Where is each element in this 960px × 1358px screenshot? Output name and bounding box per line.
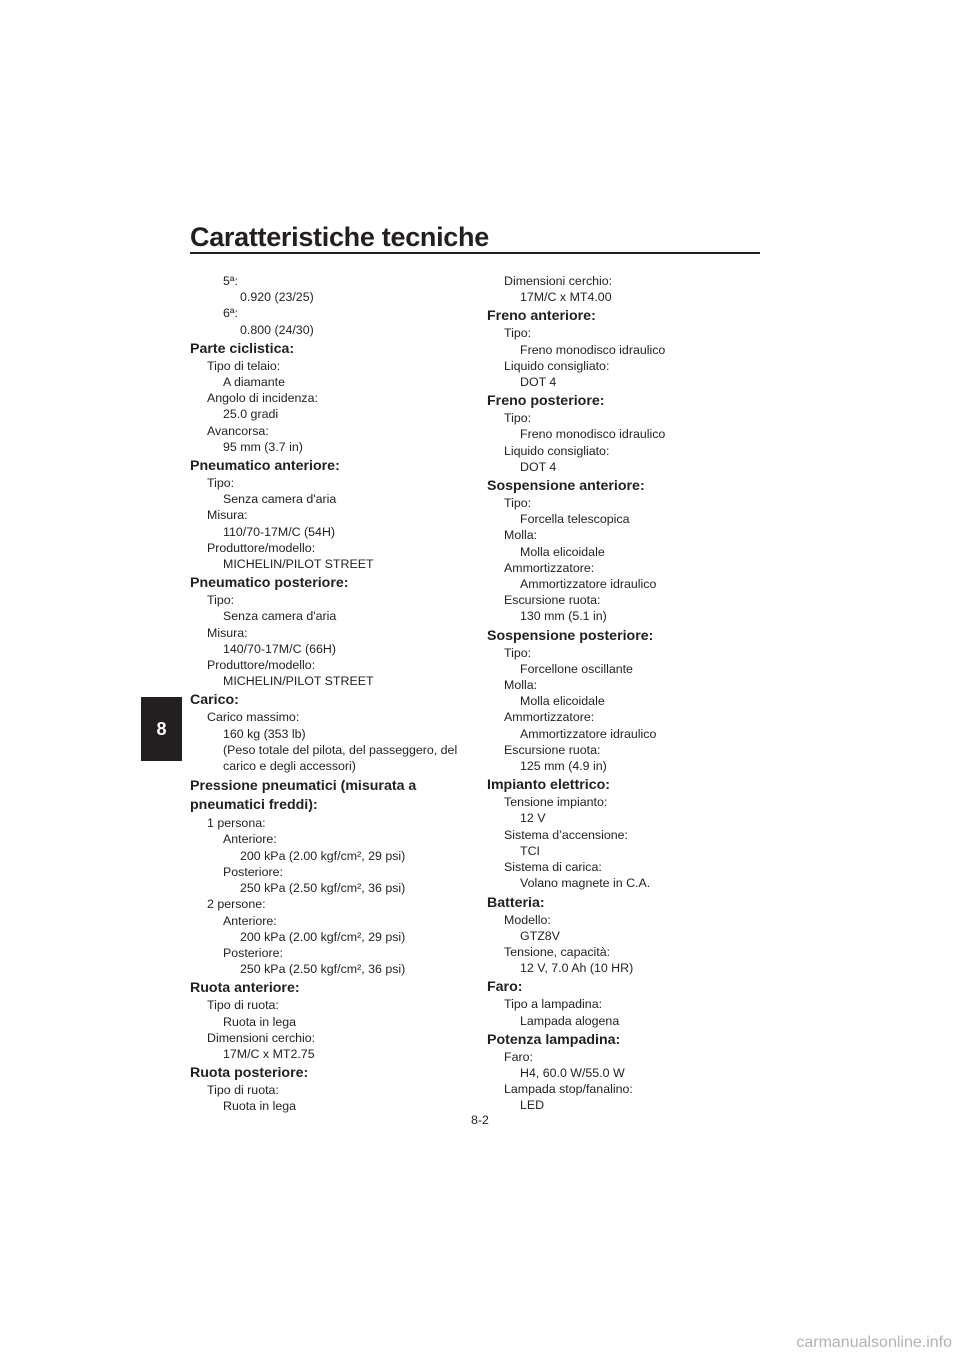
spec-label: Molla: (504, 678, 538, 693)
spec-value: 250 kPa (2.50 kgf/cm², 36 psi) (240, 881, 406, 896)
spec-label: Escursione ruota: (504, 593, 601, 608)
spec-label: 1 persona: (207, 816, 266, 831)
spec-value: Ruota in lega (223, 1099, 297, 1114)
spec-value: 17M/C x MT2.75 (223, 1046, 315, 1061)
spec-label: Ammortizzatore: (504, 710, 595, 725)
spec-label: Posteriore: (223, 864, 283, 879)
spec-value: Ruota in lega (223, 1014, 297, 1029)
spec-value: Senza camera d'aria (223, 492, 337, 507)
spec-value: 95 mm (3.7 in) (223, 439, 303, 454)
spec-label: Avancorsa: (207, 423, 269, 438)
spec-value: Forcella telescopica (520, 512, 630, 527)
section-heading: Parte ciclistica: (190, 340, 295, 357)
spec-value: Freno monodisco idraulico (520, 342, 666, 357)
spec-label: Tipo a lampadina: (504, 997, 603, 1012)
chapter-tab: 8 (141, 697, 182, 761)
spec-value: TCI (520, 843, 540, 858)
section-heading: Pneumatico posteriore: (190, 575, 349, 592)
page-title: Caratteristiche tecniche (190, 222, 489, 252)
section-heading: Faro: (487, 979, 523, 996)
spec-value: 200 kPa (2.00 kgf/cm², 29 psi) (240, 929, 406, 944)
spec-label: Tipo: (504, 496, 532, 511)
spec-label: Sistema di carica: (504, 860, 602, 875)
title-rule (190, 252, 760, 254)
spec-value: LED (520, 1098, 545, 1113)
section-heading: Ruota anteriore: (190, 980, 300, 997)
spec-value: Molla elicoidale (520, 694, 605, 709)
spec-label: Tipo: (504, 411, 532, 426)
spec-value: Freno monodisco idraulico (520, 427, 666, 442)
section-heading: Freno posteriore: (487, 393, 605, 410)
spec-label: Tipo: (207, 593, 235, 608)
spec-value: Ammortizzatore idraulico (520, 577, 657, 592)
spec-note: carico e degli accessori) (223, 759, 356, 774)
spec-label: Dimensioni cerchio: (207, 1030, 316, 1045)
right-column (487, 273, 777, 1114)
spec-label: Produttore/modello: (207, 658, 316, 673)
spec-label: Ammortizzatore: (504, 560, 595, 575)
spec-value: 12 V (520, 811, 546, 826)
spec-value: A diamante (223, 375, 285, 390)
spec-label: Liquido consigliato: (504, 443, 610, 458)
spec-label: Molla: (504, 528, 538, 543)
spec-value: 140/70-17M/C (66H) (223, 641, 336, 656)
spec-value: 125 mm (4.9 in) (520, 759, 607, 774)
spec-label: Faro: (504, 1049, 533, 1064)
spec-value: Senza camera d'aria (223, 609, 337, 624)
spec-value: DOT 4 (520, 459, 557, 474)
section-heading: Sospensione anteriore: (487, 478, 645, 495)
spec-value: 250 kPa (2.50 kgf/cm², 36 psi) (240, 962, 406, 977)
spec-label: Sistema d’accensione: (504, 827, 628, 842)
spec-value: Lampada alogena (520, 1013, 620, 1028)
spec-value: 25.0 gradi (223, 407, 279, 422)
spec-label: Angolo di incidenza: (207, 391, 318, 406)
spec-value: DOT 4 (520, 375, 557, 390)
spec-label: Tipo di ruota: (207, 998, 279, 1013)
spec-label: Tipo: (207, 476, 235, 491)
spec-value: 110/70-17M/C (54H) (223, 524, 336, 539)
section-heading: Pneumatico anteriore: (190, 458, 340, 475)
spec-label: Modello: (504, 912, 551, 927)
section-heading: Batteria: (487, 894, 545, 911)
spec-label: Anteriore: (223, 832, 277, 847)
page-number: 8-2 (471, 1113, 489, 1127)
spec-label: Lampada stop/fanalino: (504, 1082, 633, 1097)
spec-label: 2 persone: (207, 897, 266, 912)
spec-value: H4, 60.0 W/55.0 W (520, 1065, 625, 1080)
spec-value: MICHELIN/PILOT STREET (223, 674, 374, 689)
spec-label: Produttore/modello: (207, 540, 316, 555)
spec-value: 12 V, 7.0 Ah (10 HR) (520, 961, 634, 976)
spec-value: 17M/C x MT4.00 (520, 290, 612, 305)
section-heading: Potenza lampadina: (487, 1031, 621, 1048)
spec-value: Ammortizzatore idraulico (520, 726, 657, 741)
spec-label: Liquido consigliato: (504, 358, 610, 373)
spec-value: 160 kg (353 lb) (223, 726, 306, 741)
spec-value: 130 mm (5.1 in) (520, 609, 607, 624)
spec-label: Tensione impianto: (504, 795, 608, 810)
spec-value: Molla elicoidale (520, 544, 605, 559)
section-heading-line: pneumatici freddi): (190, 797, 318, 814)
section-heading: Impianto elettrico: (487, 777, 610, 794)
spec-label: Escursione ruota: (504, 742, 601, 757)
spec-value: 0.800 (24/30) (240, 322, 314, 337)
spec-label: Tipo: (504, 326, 532, 341)
section-heading-line: Pressione pneumatici (misurata a (190, 778, 417, 795)
watermark: carmanualsonline.info (796, 1334, 952, 1351)
spec-label: 5ª: (223, 274, 238, 288)
spec-label: Tipo: (504, 645, 532, 660)
spec-label: Tipo di telaio: (207, 358, 281, 373)
spec-label: Posteriore: (223, 945, 283, 960)
spec-value: Forcellone oscillante (520, 661, 633, 676)
spec-label: Carico massimo: (207, 710, 300, 725)
section-heading: Sospensione posteriore: (487, 627, 654, 644)
spec-value: 200 kPa (2.00 kgf/cm², 29 psi) (240, 848, 406, 863)
spec-label: Tensione, capacità: (504, 944, 611, 959)
section-heading: Ruota posteriore: (190, 1065, 309, 1082)
spec-value: Volano magnete in C.A. (520, 876, 651, 891)
section-heading (190, 777, 480, 815)
spec-value: MICHELIN/PILOT STREET (223, 557, 374, 572)
spec-note: (Peso totale del pilota, del passeggero, del (223, 742, 458, 757)
spec-label: Misura: (207, 625, 248, 640)
spec-label: 6ª: (223, 306, 238, 321)
spec-label: Dimensioni cerchio: (504, 274, 613, 288)
spec-label: Misura: (207, 508, 248, 523)
section-heading: Freno anteriore: (487, 308, 596, 325)
spec-label: Anteriore: (223, 913, 277, 928)
spec-value: GTZ8V (520, 928, 560, 943)
spec-value: 0.920 (23/25) (240, 290, 314, 305)
section-heading: Carico: (190, 692, 239, 709)
spec-label: Tipo di ruota: (207, 1083, 279, 1098)
left-column (190, 273, 480, 1115)
